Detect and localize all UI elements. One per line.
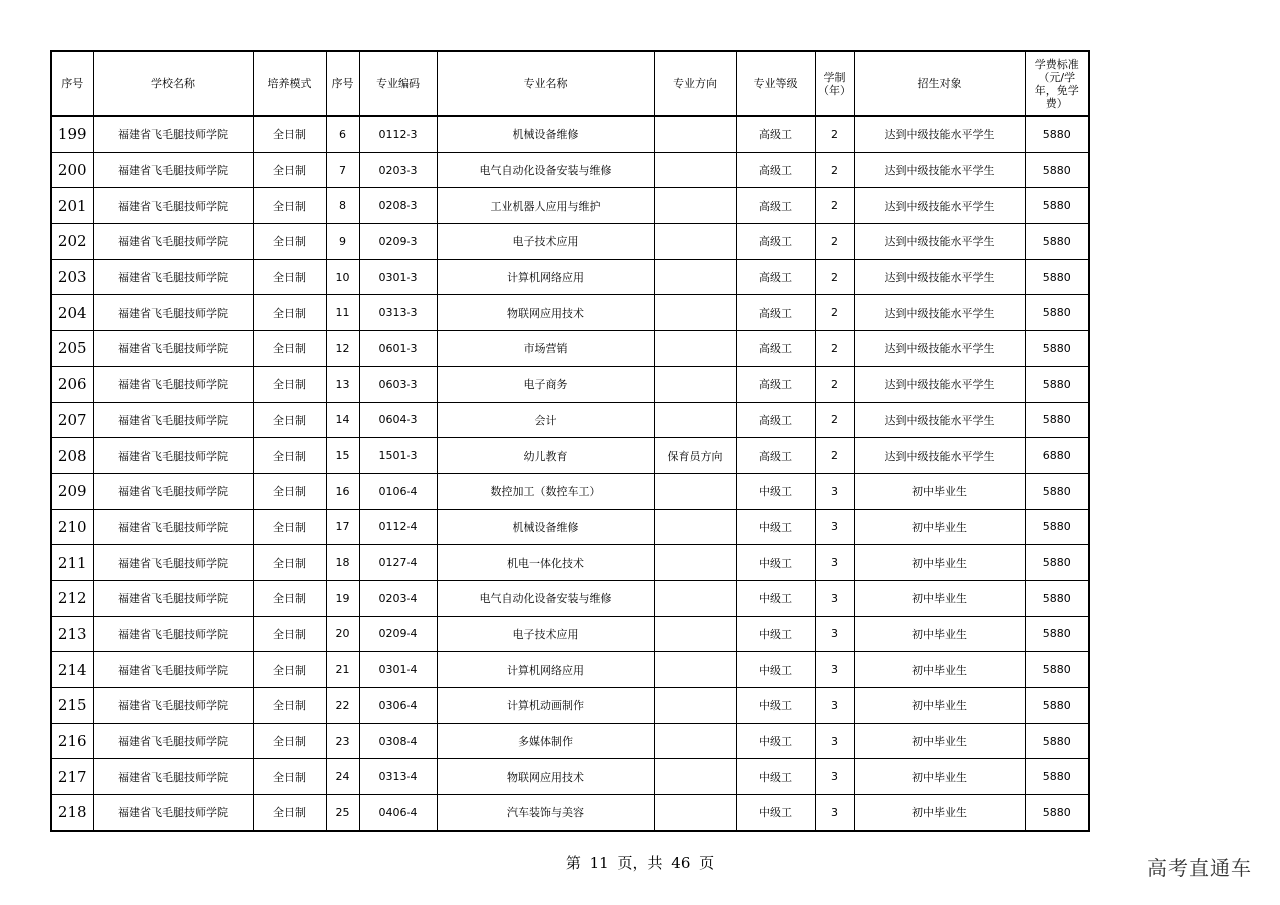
cell-major-code: 0313-4 [359,759,437,795]
table-row [51,438,1089,474]
cell-tuition: 5880 [1025,295,1089,331]
cell-training-mode: 全日制 [253,616,326,652]
cell-school-name: 福建省飞毛腿技师学院 [93,152,253,188]
table-row [51,545,1089,581]
header-school-name: 学校名称 [93,51,253,116]
cell-school-name: 福建省飞毛腿技师学院 [93,759,253,795]
cell-major-code: 0209-4 [359,616,437,652]
cell-seq: 204 [51,295,93,331]
cell-major-direction [654,259,736,295]
cell-major-name: 电气自动化设备安装与维修 [437,580,654,616]
cell-sub-seq: 12 [326,331,359,367]
cell-major-level: 高级工 [736,259,815,295]
cell-target-students: 达到中级技能水平学生 [854,152,1025,188]
table-row [51,366,1089,402]
cell-major-level: 中级工 [736,723,815,759]
cell-duration: 2 [815,438,854,474]
page-footer [0,852,1280,873]
cell-major-code: 0301-4 [359,652,437,688]
cell-tuition: 5880 [1025,545,1089,581]
cell-tuition: 5880 [1025,366,1089,402]
cell-major-direction [654,616,736,652]
cell-sub-seq: 18 [326,545,359,581]
cell-major-name: 物联网应用技术 [437,759,654,795]
cell-training-mode: 全日制 [253,366,326,402]
cell-tuition: 5880 [1025,723,1089,759]
cell-major-code: 0112-3 [359,116,437,152]
cell-tuition: 5880 [1025,259,1089,295]
header-major-code: 专业编码 [359,51,437,116]
cell-major-direction [654,331,736,367]
cell-major-code: 0603-3 [359,366,437,402]
cell-sub-seq: 22 [326,688,359,724]
cell-seq: 210 [51,509,93,545]
cell-sub-seq: 25 [326,795,359,831]
cell-major-direction: 保育员方向 [654,438,736,474]
cell-major-name: 幼儿教育 [437,438,654,474]
header-major-level: 专业等级 [736,51,815,116]
cell-target-students: 初中毕业生 [854,545,1025,581]
header-training-mode: 培养模式 [253,51,326,116]
cell-duration: 2 [815,224,854,260]
cell-duration: 2 [815,152,854,188]
cell-sub-seq: 24 [326,759,359,795]
cell-major-direction [654,509,736,545]
cell-training-mode: 全日制 [253,723,326,759]
table-row [51,295,1089,331]
cell-target-students: 初中毕业生 [854,580,1025,616]
cell-training-mode: 全日制 [253,295,326,331]
cell-target-students: 初中毕业生 [854,652,1025,688]
cell-major-direction [654,652,736,688]
cell-major-code: 0306-4 [359,688,437,724]
cell-major-level: 中级工 [736,509,815,545]
cell-major-code: 0208-3 [359,188,437,224]
cell-duration: 2 [815,188,854,224]
cell-tuition: 5880 [1025,188,1089,224]
cell-major-level: 中级工 [736,759,815,795]
cell-target-students: 初中毕业生 [854,759,1025,795]
cell-major-level: 高级工 [736,402,815,438]
cell-seq: 215 [51,688,93,724]
cell-sub-seq: 19 [326,580,359,616]
cell-major-level: 中级工 [736,473,815,509]
cell-seq: 212 [51,580,93,616]
cell-duration: 3 [815,545,854,581]
cell-school-name: 福建省飞毛腿技师学院 [93,795,253,831]
cell-seq: 209 [51,473,93,509]
cell-major-level: 高级工 [736,152,815,188]
cell-duration: 3 [815,580,854,616]
table-row [51,759,1089,795]
cell-training-mode: 全日制 [253,509,326,545]
cell-training-mode: 全日制 [253,795,326,831]
cell-seq: 213 [51,616,93,652]
cell-school-name: 福建省飞毛腿技师学院 [93,473,253,509]
cell-training-mode: 全日制 [253,580,326,616]
cell-sub-seq: 17 [326,509,359,545]
cell-major-name: 计算机网络应用 [437,259,654,295]
watermark-text: 高考直通车 [1147,856,1252,880]
cell-major-name: 电子商务 [437,366,654,402]
cell-tuition: 6880 [1025,438,1089,474]
cell-tuition: 5880 [1025,152,1089,188]
cell-school-name: 福建省飞毛腿技师学院 [93,259,253,295]
footer-prefix: 第 [565,854,581,872]
cell-major-name: 计算机动画制作 [437,688,654,724]
cell-major-name: 计算机网络应用 [437,652,654,688]
cell-major-level: 中级工 [736,545,815,581]
cell-major-code: 0106-4 [359,473,437,509]
header-major-name: 专业名称 [437,51,654,116]
cell-sub-seq: 7 [326,152,359,188]
cell-target-students: 初中毕业生 [854,795,1025,831]
cell-sub-seq: 20 [326,616,359,652]
cell-major-name: 机械设备维修 [437,509,654,545]
cell-sub-seq: 23 [326,723,359,759]
cell-major-level: 高级工 [736,295,815,331]
cell-major-direction [654,152,736,188]
cell-major-level: 高级工 [736,116,815,152]
cell-major-name: 数控加工（数控车工） [437,473,654,509]
cell-school-name: 福建省飞毛腿技师学院 [93,545,253,581]
cell-sub-seq: 16 [326,473,359,509]
cell-target-students: 初中毕业生 [854,473,1025,509]
cell-seq: 205 [51,331,93,367]
cell-school-name: 福建省飞毛腿技师学院 [93,188,253,224]
cell-duration: 2 [815,331,854,367]
header-tuition: 学费标准（元/学年，免学费） [1025,51,1089,116]
cell-major-level: 高级工 [736,331,815,367]
table-row [51,616,1089,652]
footer-suffix: 页 [699,854,715,872]
cell-major-direction [654,224,736,260]
cell-seq: 214 [51,652,93,688]
cell-seq: 211 [51,545,93,581]
cell-training-mode: 全日制 [253,224,326,260]
cell-major-direction [654,688,736,724]
cell-school-name: 福建省飞毛腿技师学院 [93,438,253,474]
cell-training-mode: 全日制 [253,116,326,152]
cell-target-students: 达到中级技能水平学生 [854,366,1025,402]
cell-major-name: 汽车装饰与美容 [437,795,654,831]
cell-training-mode: 全日制 [253,545,326,581]
cell-seq: 203 [51,259,93,295]
header-target-students: 招生对象 [854,51,1025,116]
cell-seq: 200 [51,152,93,188]
cell-major-code: 0112-4 [359,509,437,545]
cell-school-name: 福建省飞毛腿技师学院 [93,331,253,367]
cell-school-name: 福建省飞毛腿技师学院 [93,116,253,152]
cell-major-direction [654,116,736,152]
cell-school-name: 福建省飞毛腿技师学院 [93,616,253,652]
cell-training-mode: 全日制 [253,759,326,795]
cell-tuition: 5880 [1025,795,1089,831]
cell-tuition: 5880 [1025,580,1089,616]
cell-school-name: 福建省飞毛腿技师学院 [93,224,253,260]
cell-target-students: 达到中级技能水平学生 [854,224,1025,260]
cell-tuition: 5880 [1025,509,1089,545]
cell-sub-seq: 14 [326,402,359,438]
cell-sub-seq: 6 [326,116,359,152]
cell-major-name: 电子技术应用 [437,616,654,652]
cell-major-code: 0203-3 [359,152,437,188]
cell-duration: 3 [815,616,854,652]
cell-major-level: 高级工 [736,188,815,224]
cell-target-students: 达到中级技能水平学生 [854,402,1025,438]
cell-training-mode: 全日制 [253,259,326,295]
cell-major-name: 多媒体制作 [437,723,654,759]
table-row [51,402,1089,438]
cell-duration: 3 [815,473,854,509]
table-row [51,509,1089,545]
cell-sub-seq: 11 [326,295,359,331]
cell-school-name: 福建省飞毛腿技师学院 [93,688,253,724]
cell-major-level: 中级工 [736,580,815,616]
cell-major-code: 0313-3 [359,295,437,331]
cell-major-level: 高级工 [736,224,815,260]
table-row [51,795,1089,831]
table-row [51,188,1089,224]
cell-duration: 2 [815,259,854,295]
cell-major-name: 物联网应用技术 [437,295,654,331]
cell-training-mode: 全日制 [253,331,326,367]
footer-total-pages: 46 [671,854,691,872]
cell-sub-seq: 13 [326,366,359,402]
cell-major-code: 0301-3 [359,259,437,295]
cell-sub-seq: 9 [326,224,359,260]
cell-target-students: 达到中级技能水平学生 [854,188,1025,224]
cell-training-mode: 全日制 [253,652,326,688]
cell-major-direction [654,295,736,331]
header-row [51,51,1089,116]
cell-seq: 202 [51,224,93,260]
cell-major-name: 电气自动化设备安装与维修 [437,152,654,188]
table-row [51,152,1089,188]
cell-tuition: 5880 [1025,759,1089,795]
table-row [51,259,1089,295]
header-major-direction: 专业方向 [654,51,736,116]
cell-major-direction [654,723,736,759]
table-row [51,116,1089,152]
cell-school-name: 福建省飞毛腿技师学院 [93,652,253,688]
cell-sub-seq: 10 [326,259,359,295]
enrollment-table [50,50,1090,832]
cell-tuition: 5880 [1025,116,1089,152]
cell-sub-seq: 8 [326,188,359,224]
cell-target-students: 达到中级技能水平学生 [854,259,1025,295]
footer-page-number: 11 [589,854,609,872]
cell-major-code: 0127-4 [359,545,437,581]
cell-seq: 207 [51,402,93,438]
cell-target-students: 达到中级技能水平学生 [854,331,1025,367]
header-seq: 序号 [51,51,93,116]
cell-duration: 2 [815,116,854,152]
cell-duration: 3 [815,795,854,831]
cell-major-level: 中级工 [736,795,815,831]
cell-major-name: 机械设备维修 [437,116,654,152]
cell-sub-seq: 15 [326,438,359,474]
cell-major-code: 0601-3 [359,331,437,367]
cell-duration: 3 [815,652,854,688]
table-row [51,723,1089,759]
cell-tuition: 5880 [1025,224,1089,260]
cell-school-name: 福建省飞毛腿技师学院 [93,580,253,616]
cell-seq: 216 [51,723,93,759]
cell-sub-seq: 21 [326,652,359,688]
cell-major-name: 市场营销 [437,331,654,367]
cell-major-direction [654,402,736,438]
cell-tuition: 5880 [1025,652,1089,688]
cell-target-students: 初中毕业生 [854,723,1025,759]
cell-tuition: 5880 [1025,473,1089,509]
cell-seq: 199 [51,116,93,152]
cell-major-level: 中级工 [736,616,815,652]
table-row [51,473,1089,509]
cell-tuition: 5880 [1025,688,1089,724]
cell-major-code: 0604-3 [359,402,437,438]
cell-school-name: 福建省飞毛腿技师学院 [93,723,253,759]
cell-major-code: 1501-3 [359,438,437,474]
cell-major-code: 0203-4 [359,580,437,616]
table-row [51,580,1089,616]
cell-seq: 217 [51,759,93,795]
cell-target-students: 初中毕业生 [854,688,1025,724]
cell-major-direction [654,473,736,509]
cell-major-name: 电子技术应用 [437,224,654,260]
cell-major-name: 会计 [437,402,654,438]
cell-major-name: 机电一体化技术 [437,545,654,581]
table-body [51,116,1089,831]
cell-tuition: 5880 [1025,402,1089,438]
cell-duration: 3 [815,688,854,724]
cell-target-students: 达到中级技能水平学生 [854,438,1025,474]
cell-major-level: 中级工 [736,688,815,724]
cell-major-level: 高级工 [736,366,815,402]
cell-tuition: 5880 [1025,616,1089,652]
table-row [51,331,1089,367]
cell-major-code: 0209-3 [359,224,437,260]
cell-school-name: 福建省飞毛腿技师学院 [93,509,253,545]
cell-training-mode: 全日制 [253,473,326,509]
cell-major-direction [654,759,736,795]
cell-duration: 2 [815,366,854,402]
cell-school-name: 福建省飞毛腿技师学院 [93,366,253,402]
cell-training-mode: 全日制 [253,438,326,474]
cell-school-name: 福建省飞毛腿技师学院 [93,402,253,438]
cell-major-direction [654,795,736,831]
cell-duration: 3 [815,723,854,759]
cell-major-direction [654,366,736,402]
cell-school-name: 福建省飞毛腿技师学院 [93,295,253,331]
cell-seq: 206 [51,366,93,402]
cell-duration: 3 [815,759,854,795]
cell-target-students: 达到中级技能水平学生 [854,295,1025,331]
cell-duration: 2 [815,295,854,331]
cell-major-level: 中级工 [736,652,815,688]
cell-target-students: 达到中级技能水平学生 [854,116,1025,152]
cell-duration: 2 [815,402,854,438]
table-row [51,224,1089,260]
header-duration: 学制（年） [815,51,854,116]
header-sub-seq: 序号 [326,51,359,116]
cell-training-mode: 全日制 [253,152,326,188]
cell-seq: 218 [51,795,93,831]
cell-target-students: 初中毕业生 [854,509,1025,545]
cell-major-code: 0308-4 [359,723,437,759]
table-row [51,652,1089,688]
footer-middle: 页，共 [617,854,663,872]
cell-training-mode: 全日制 [253,402,326,438]
cell-seq: 201 [51,188,93,224]
cell-major-direction [654,545,736,581]
cell-major-code: 0406-4 [359,795,437,831]
table-row [51,688,1089,724]
cell-major-direction [654,188,736,224]
cell-duration: 3 [815,509,854,545]
cell-major-name: 工业机器人应用与维护 [437,188,654,224]
cell-major-level: 高级工 [736,438,815,474]
cell-target-students: 初中毕业生 [854,616,1025,652]
cell-training-mode: 全日制 [253,688,326,724]
cell-training-mode: 全日制 [253,188,326,224]
cell-tuition: 5880 [1025,331,1089,367]
cell-major-direction [654,580,736,616]
cell-seq: 208 [51,438,93,474]
